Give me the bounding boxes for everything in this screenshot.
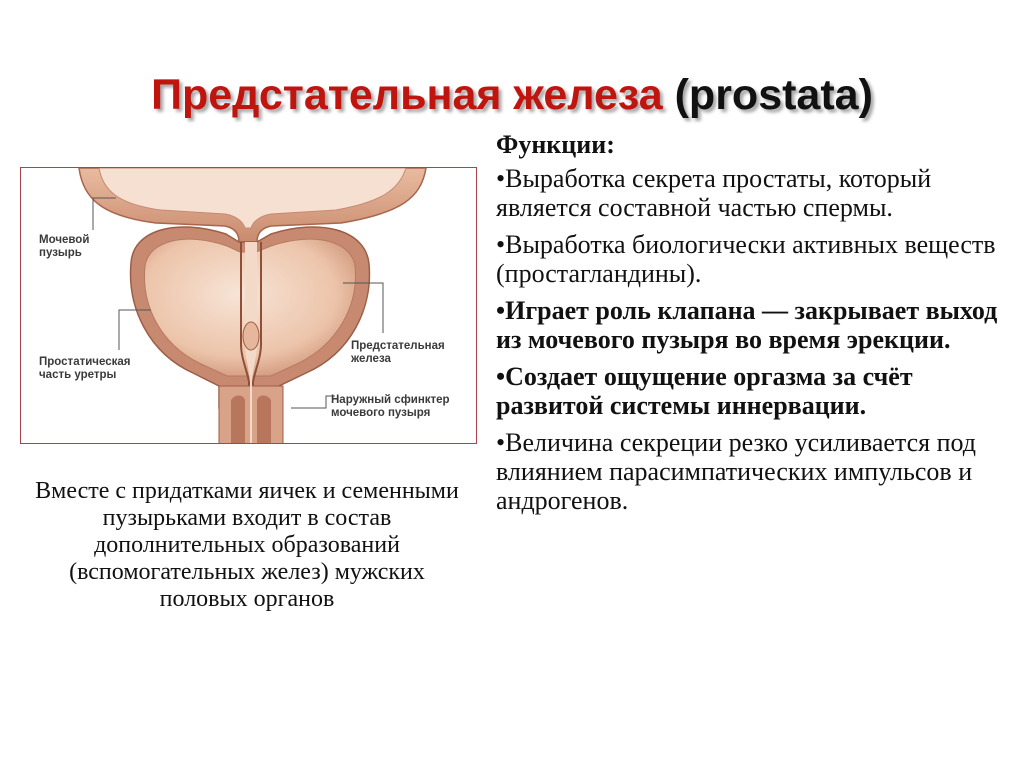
function-item: •Играет роль клапана — закрывает выход из мочевого пузыря во время эрекции. — [496, 296, 998, 354]
label-prostatic-urethra: Простатическая часть уретры — [39, 356, 131, 381]
caption-text: Вместе с придатками яичек и семенными пузырьками входит в состав дополнительных образований (вспомогательных желез) мужских половых органов — [35, 478, 459, 612]
label-bladder: Мочевой пузырь — [39, 234, 90, 259]
label-sphincter: Наружный сфинктер мочевого пузыря — [331, 394, 450, 419]
title-latin: (prostata) — [674, 71, 873, 119]
prostate-diagram — [20, 167, 477, 444]
function-item: •Величина секреции резко усиливается под влиянием парасимпатических импульсов и андрогенов. — [496, 428, 976, 515]
functions-list — [496, 130, 1016, 523]
functions-heading: Функции: — [496, 130, 615, 159]
function-item: •Выработка секрета простаты, который является составной частью спермы. — [496, 164, 932, 222]
slide-title — [0, 68, 1024, 122]
title-main: Предстательная железа — [151, 71, 663, 119]
label-prostate: Предстательная железа — [351, 340, 445, 365]
functions-items — [496, 164, 1016, 515]
function-item: •Создает ощущение оргазма за счёт развитой системы иннервации. — [496, 362, 913, 420]
function-item: •Выработка биологически активных веществ (простагландины). — [496, 230, 996, 288]
